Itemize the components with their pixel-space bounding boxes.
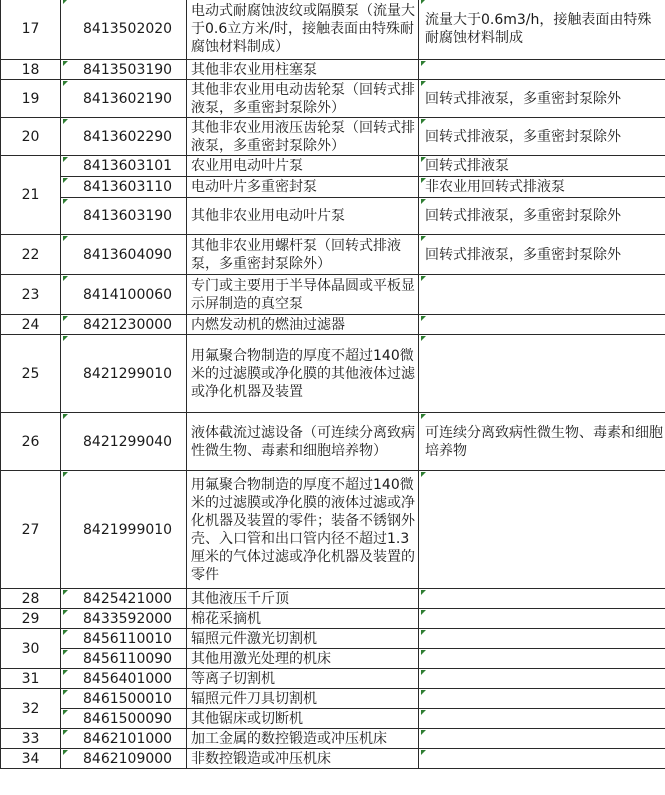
table-row <box>1 156 665 177</box>
tariff-code: 8413603110 <box>61 177 187 198</box>
item-description: 液体截流过滤设备（可连续分离致病性微生物、毒素和细胞培养物） <box>187 413 419 471</box>
item-description: 其他非农业用电动齿轮泵（回转式排液泵，多重密封泵除外） <box>187 80 419 118</box>
item-description: 电动式耐腐蚀波纹或隔膜泵（流量大于0.6立方米/时，接触表面由特殊耐腐蚀材料制成） <box>187 0 419 60</box>
table-row <box>1 589 665 609</box>
item-remark <box>419 649 665 669</box>
row-number: 24 <box>1 315 61 335</box>
row-number: 27 <box>1 471 61 589</box>
table-row <box>1 649 665 669</box>
item-description: 其他液压千斤顶 <box>187 589 419 609</box>
tariff-code: 8462109000 <box>61 749 187 769</box>
item-remark: 回转式排液泵，多重密封泵除外 <box>419 198 665 235</box>
table-row <box>1 275 665 315</box>
item-remark <box>419 609 665 629</box>
item-description: 用氟聚合物制造的厚度不超过140微米的过滤膜或净化膜的液体过滤或净化机器及装置的零件；装备不锈钢外壳、入口管和出口管内径不超过1.3厘米的气体过滤或净化机器及装置的零件 <box>187 471 419 589</box>
item-description: 其他非农业用液压齿轮泵（回转式排液泵，多重密封泵除外） <box>187 118 419 156</box>
item-remark <box>419 729 665 749</box>
row-number: 25 <box>1 335 61 413</box>
item-remark <box>419 60 665 80</box>
table-row <box>1 60 665 80</box>
table-row <box>1 80 665 118</box>
table-row <box>1 609 665 629</box>
item-remark <box>419 275 665 315</box>
tariff-code: 8421230000 <box>61 315 187 335</box>
table-row <box>1 413 665 471</box>
row-number: 26 <box>1 413 61 471</box>
row-number: 34 <box>1 749 61 769</box>
item-remark: 流量大于0.6m3/h，接触表面由特殊耐腐蚀材料制成 <box>419 0 665 60</box>
item-remark <box>419 749 665 769</box>
item-description: 辐照元件刀具切割机 <box>187 689 419 709</box>
row-number: 23 <box>1 275 61 315</box>
item-description: 等离子切割机 <box>187 669 419 689</box>
tariff-code: 8461500010 <box>61 689 187 709</box>
row-number: 17 <box>1 0 61 60</box>
tariff-code: 8413602190 <box>61 80 187 118</box>
item-description: 加工金属的数控锻造或冲压机床 <box>187 729 419 749</box>
row-number: 28 <box>1 589 61 609</box>
tariff-code: 8413502020 <box>61 0 187 60</box>
row-number: 20 <box>1 118 61 156</box>
item-remark <box>419 669 665 689</box>
table-row <box>1 235 665 275</box>
table-row <box>1 177 665 198</box>
tariff-code: 8461500090 <box>61 709 187 729</box>
item-description: 电动叶片多重密封泵 <box>187 177 419 198</box>
item-remark: 回转式排液泵，多重密封泵除外 <box>419 80 665 118</box>
tariff-code: 8413603190 <box>61 198 187 235</box>
tariff-code: 8462101000 <box>61 729 187 749</box>
item-description: 其他锯床或切断机 <box>187 709 419 729</box>
row-number: 19 <box>1 80 61 118</box>
item-remark: 非农业用回转式排液泵 <box>419 177 665 198</box>
table-row <box>1 118 665 156</box>
item-description: 棉花采摘机 <box>187 609 419 629</box>
item-remark <box>419 471 665 589</box>
table-row <box>1 198 665 235</box>
tariff-code: 8433592000 <box>61 609 187 629</box>
item-remark <box>419 315 665 335</box>
tariff-code: 8414100060 <box>61 275 187 315</box>
item-description: 其他非农业用螺杆泵（回转式排液泵，多重密封泵除外） <box>187 235 419 275</box>
table-row <box>1 629 665 649</box>
row-number: 33 <box>1 729 61 749</box>
tariff-code: 8413602290 <box>61 118 187 156</box>
item-remark: 回转式排液泵，多重密封泵除外 <box>419 235 665 275</box>
table-row <box>1 335 665 413</box>
tariff-code: 8421299040 <box>61 413 187 471</box>
row-number: 32 <box>1 689 61 729</box>
item-remark <box>419 589 665 609</box>
item-description: 用氟聚合物制造的厚度不超过140微米的过滤膜或净化膜的其他液体过滤或净化机器及装置 <box>187 335 419 413</box>
item-remark: 可连续分离致病性微生物、毒素和细胞培养物 <box>419 413 665 471</box>
table-row <box>1 689 665 709</box>
tariff-code: 8413603101 <box>61 156 187 177</box>
row-number: 31 <box>1 669 61 689</box>
tariff-code: 8456401000 <box>61 669 187 689</box>
tariff-code: 8425421000 <box>61 589 187 609</box>
row-number: 29 <box>1 609 61 629</box>
table-row <box>1 709 665 729</box>
item-description: 非数控锻造或冲压机床 <box>187 749 419 769</box>
table-row <box>1 729 665 749</box>
tariff-code: 8421299010 <box>61 335 187 413</box>
item-remark <box>419 689 665 709</box>
table-row <box>1 471 665 589</box>
tariff-code: 8421999010 <box>61 471 187 589</box>
row-number: 22 <box>1 235 61 275</box>
item-description: 其他用激光处理的机床 <box>187 649 419 669</box>
tariff-code: 8456110090 <box>61 649 187 669</box>
item-description: 辐照元件激光切割机 <box>187 629 419 649</box>
table-row <box>1 669 665 689</box>
table-row <box>1 749 665 769</box>
row-number: 30 <box>1 629 61 669</box>
item-remark: 回转式排液泵 <box>419 156 665 177</box>
item-description: 内燃发动机的燃油过滤器 <box>187 315 419 335</box>
row-number: 18 <box>1 60 61 80</box>
table-row <box>1 0 665 60</box>
item-remark <box>419 629 665 649</box>
table-row <box>1 315 665 335</box>
item-description: 其他非农业用电动叶片泵 <box>187 198 419 235</box>
item-description: 农业用电动叶片泵 <box>187 156 419 177</box>
item-remark: 回转式排液泵，多重密封泵除外 <box>419 118 665 156</box>
item-description: 专门或主要用于半导体晶圆或平板显示屏制造的真空泵 <box>187 275 419 315</box>
item-remark <box>419 335 665 413</box>
tariff-code: 8456110010 <box>61 629 187 649</box>
row-number: 21 <box>1 156 61 235</box>
tariff-code: 8413503190 <box>61 60 187 80</box>
item-description: 其他非农业用柱塞泵 <box>187 60 419 80</box>
tariff-code: 8413604090 <box>61 235 187 275</box>
table-body <box>1 0 665 769</box>
item-remark <box>419 709 665 729</box>
